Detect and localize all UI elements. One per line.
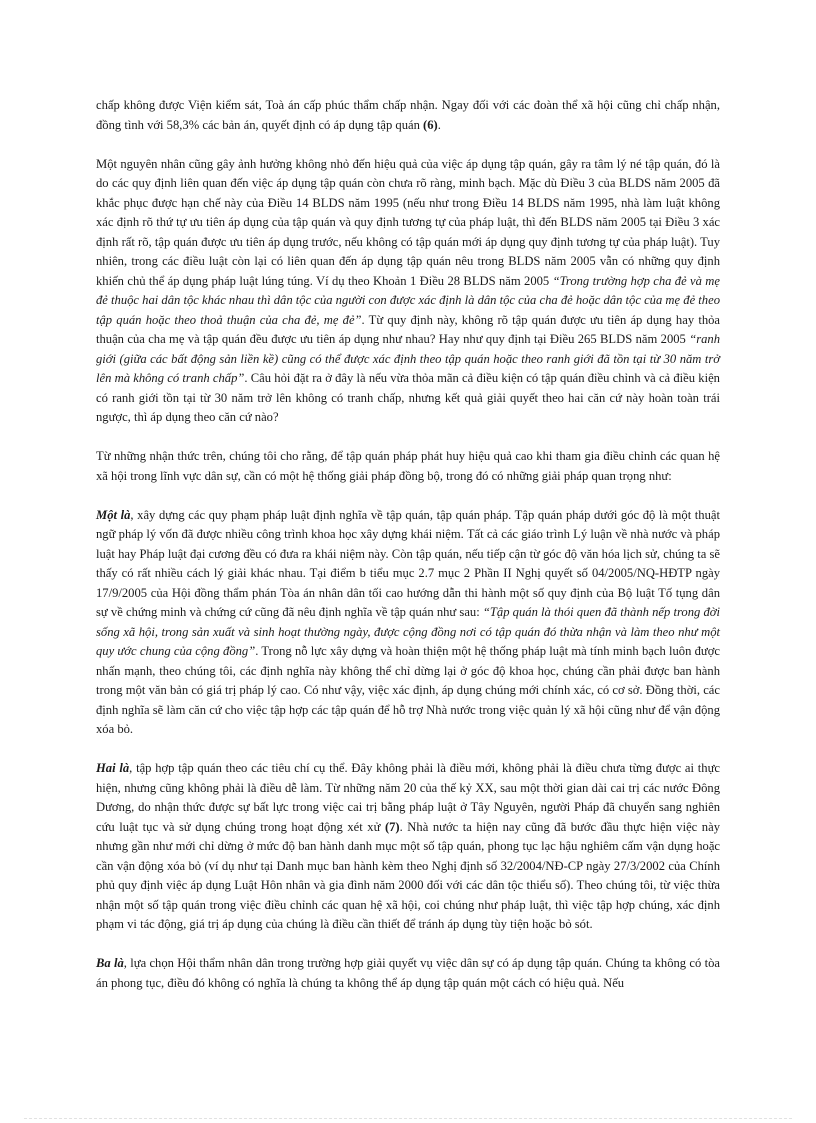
text-run: , tập hợp tập quán theo các tiêu chí cụ thể. Đây không phải là điều mới, không phải là điều chưa từng được ai thực hiện, nhưng cũng không phải là điều dễ làm. Từ những năm 20 của thế kỷ XX, sau một thời gian dài cai trị các nước Đông Dương, do nhận thức được sự bất lực trong việc cai trị bằng pháp luật ở Tây Nguyên, người Pháp đã chuyển sang nghiên cứu luật tục và sử dụng chúng trong hoạt động xét xử [96,761,720,834]
text-run: Ba là [96,956,124,970]
paragraph [96,155,720,428]
document-page [96,96,720,1013]
text-run: . [437,117,441,132]
paragraph [96,447,720,486]
text-run: (6) [423,117,438,132]
text-run: . Nhà nước ta hiện nay cũng đã bước đầu thực hiện việc này nhưng gần như mới chỉ dừng ở mức độ ban hành danh mục một số tập quán, phong tục lạc hậu nghiêm cấm vận dụng hoặc cần vận động xóa bỏ (ví dụ như tại Danh mục ban hành kèm theo Nghị định số 32/2004/NĐ-CP ngày 27/3/2002 của Chính phủ quy định việc áp dụng Luật Hôn nhân và gia đình năm 2000 đối với các dân tộc thiểu số). Theo chúng tôi, từ việc thừa nhận một số tập quán trong việc điều chỉnh các quan hệ xã hội, coi chúng như pháp luật, thì việc tập hợp chúng, xác định phạm vi tác động, giá trị áp dụng của chúng là điều cần thiết để tránh áp dụng tùy tiện hoặc bỏ sót. [96,819,720,931]
paragraph [96,759,720,935]
text-run: Hai là [96,761,130,775]
text-run: “ranh giới (giữa các bất động sản liền kề) cũng có thể được xác định theo tập quán hoặc theo ranh giới đã tồn tại từ 30 năm trở lên mà không có tranh chấp” [96,332,720,385]
text-run: (7) [384,819,400,834]
text-run: . Trong nỗ lực xây dựng và hoàn thiện một hệ thống pháp luật mà tính minh bạch luôn được nhấn mạnh, theo chúng tôi, các định nghĩa này không thể chỉ dừng lại ở góc độ khoa học, chúng cần phải được ban hành trong một văn bản có giá trị pháp lý cao. Có như vậy, việc xác định, áp dụng chúng mới chính xác, có cơ sở. Đồng thời, các định nghĩa sẽ làm căn cứ cho việc tập hợp các tập quán để hỗ trợ Nhà nước trong việc quản lý xã hội cũng như để vận động xóa bỏ. [96,644,720,736]
text-run: chấp không được Viện kiểm sát, Toà án cấp phúc thẩm chấp nhận. Ngay đối với các đoàn thể xã hội cũng chỉ chấp nhận, đồng tình với 58,3% các bản án, quyết định có áp dụng tập quán [96,98,720,132]
text-run: “Tập quán là thói quen đã thành nếp trong đời sống xã hội, trong sản xuất và sinh hoạt thường ngày, được cộng đồng nơi có tập quán đó thừa nhận và làm theo như một quy ước chung của cộng đồng” [96,605,720,658]
text-run: Từ những nhận thức trên, chúng tôi cho rằng, để tập quán pháp phát huy hiệu quả cao khi tham gia điều chỉnh các quan hệ xã hội trong lĩnh vực dân sự, cần có một hệ thống giải pháp đồng bộ, trong đó có những giải pháp quan trọng như: [96,449,720,483]
page-bottom-rule [24,1118,792,1119]
paragraph [96,506,720,740]
paragraph [96,96,720,135]
paragraph [96,954,720,993]
text-run: Một nguyên nhân cũng gây ảnh hưởng không nhỏ đến hiệu quả của việc áp dụng tập quán, gây ra tâm lý né tập quán, đó là do các quy định liên quan đến việc áp dụng tập quán còn chưa rõ ràng, minh bạch. Mặc dù Điều 3 của BLDS năm 2005 đã khắc phục được hạn chế này của Điều 14 BLDS năm 1995 (nếu như trong Điều 14 BLDS năm 1995, nhà làm luật không xác định rõ thứ tự ưu tiên áp dụng của tập quán và quy định tương tự của pháp luật, thì đến BLDS năm 2005 tại Điều 3 xác định rất rõ, tập quán được ưu tiên áp dụng trước, nếu không có tập quán mới áp dụng quy định tương tự của pháp luật). Tuy nhiên, trong các điều luật còn lại có liên quan đến áp dụng tập quán nêu trong BLDS năm 2005 vẫn có những quy định khiến chủ thể áp dụng pháp luật lúng túng. Ví dụ theo Khoản 1 Điều 28 BLDS năm 2005 [96,156,720,288]
text-run: , xây dựng các quy phạm pháp luật định nghĩa về tập quán, tập quán pháp. Tập quán pháp dưới góc độ là một thuật ngữ pháp lý vốn đã được nhiều công trình khoa học xây dựng khái niệm. Tất cả các giáo trình Lý luận về nhà nước và pháp luật hay Pháp luật đại cương đều có đưa ra khái niệm này. Còn tập quán, nếu tiếp cận từ góc độ văn hóa lịch sử, chúng ta sẽ thấy có rất nhiều cách lý giải khác nhau. Tại điểm b tiểu mục 2.7 mục 2 Phần II Nghị quyết số 04/2005/NQ-HĐTP ngày 17/9/2005 của Hội đồng thẩm phán Tòa án nhân dân tối cao hướng dẫn thi hành một số quy định của Bộ luật Tố tụng dân sự về chứng minh và chứng cứ cũng đã nêu định nghĩa về tập quán như sau: [96,507,720,619]
text-run: Một là [96,507,131,522]
text-run: . Câu hỏi đặt ra ở đây là nếu vừa thỏa mãn cả điều kiện có tập quán điều chỉnh và cả điều kiện có ranh giới tồn tại từ 30 năm trở lên không có tranh chấp, nhưng kết quả giải quyết theo hai căn cứ này hoàn toàn trái ngược, thì áp dụng theo căn cứ nào? [96,371,720,424]
text-run: . Từ quy định này, không rõ tập quán được ưu tiên áp dụng hay thỏa thuận của cha mẹ và tập quán đều được ưu tiên áp dụng như nhau? Hay như quy định tại Điều 265 BLDS năm 2005 [96,312,721,346]
text-run: , lựa chọn Hội thẩm nhân dân trong trường hợp giải quyết vụ việc dân sự có áp dụng tập quán. Chúng ta không có tòa án phong tục, điều đó không có nghĩa là chúng ta không thể áp dụng tập quán một cách có hiệu quả. Nếu [96,956,720,990]
text-run: “Trong trường hợp cha đẻ và mẹ đẻ thuộc hai dân tộc khác nhau thì dân tộc của người con được xác định là dân tộc của cha đẻ hoặc dân tộc của mẹ đẻ theo tập quán hoặc theo thoả thuận của cha đẻ, mẹ đẻ” [96,273,720,327]
